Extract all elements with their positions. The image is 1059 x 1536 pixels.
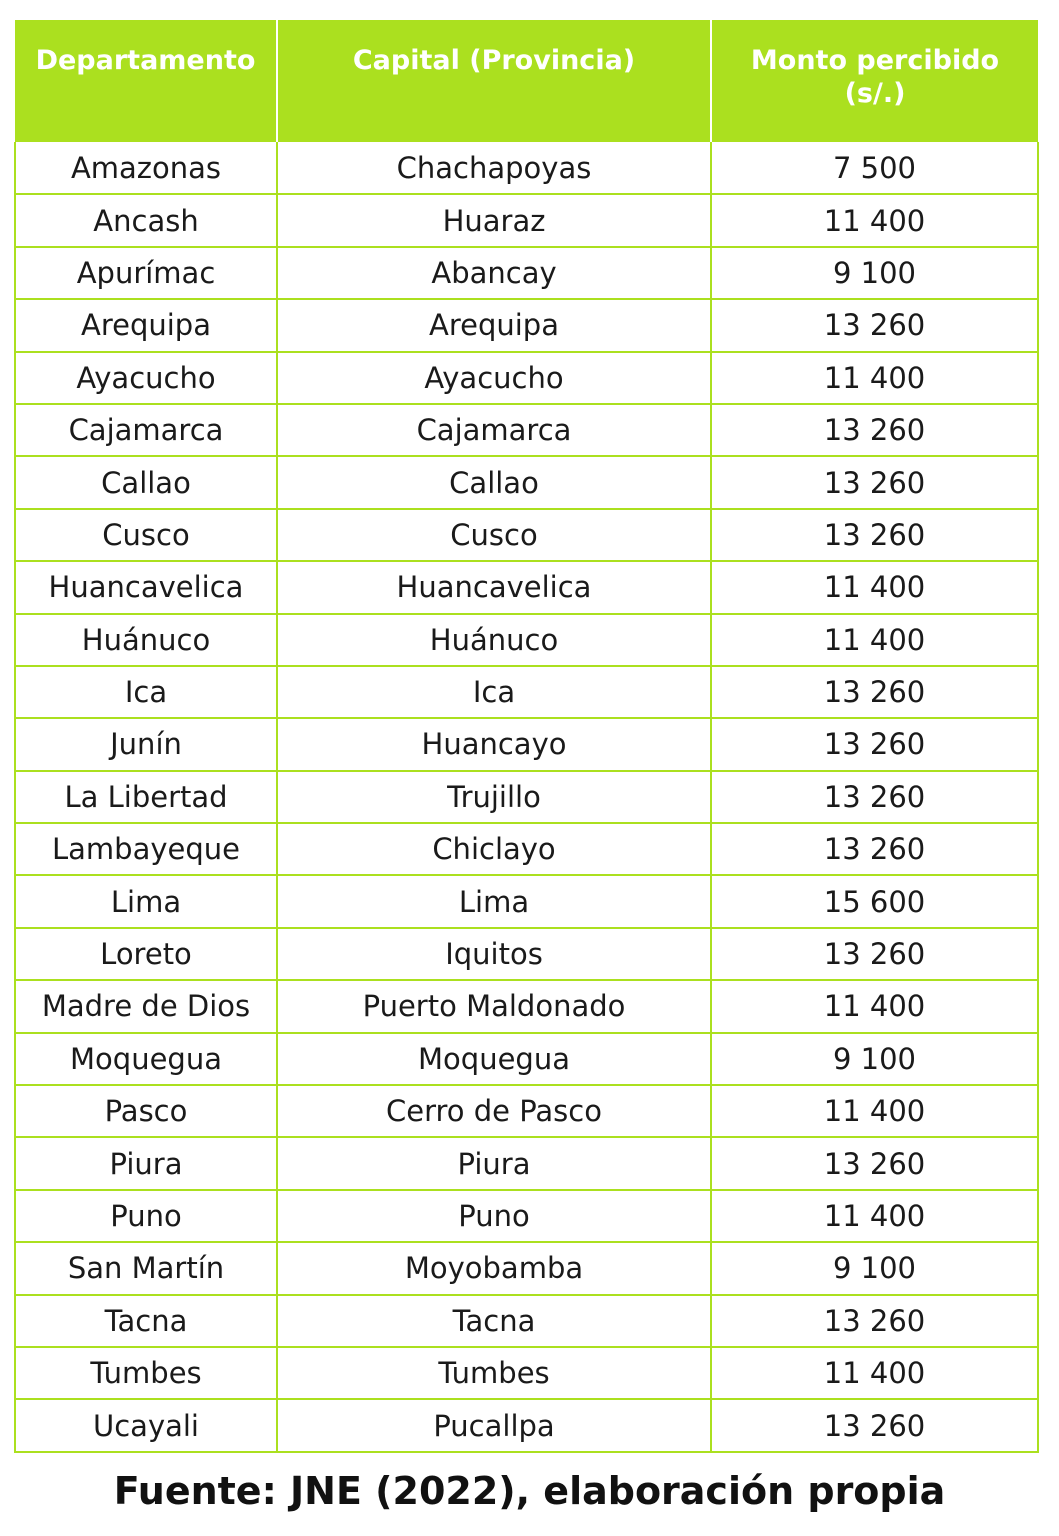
cell-capital: Piura: [277, 1137, 711, 1189]
table-row: [15, 875, 1038, 927]
cell-monto: 9 100: [711, 1242, 1038, 1294]
cell-capital: Huancavelica: [277, 561, 711, 613]
cell-departamento: Ica: [15, 666, 277, 718]
cell-capital: Arequipa: [277, 299, 711, 351]
cell-departamento: Madre de Dios: [15, 980, 277, 1032]
data-table: [14, 20, 1039, 1453]
cell-capital: Cusco: [277, 509, 711, 561]
cell-monto: 13 260: [711, 771, 1038, 823]
cell-capital: Ica: [277, 666, 711, 718]
cell-capital: Moquegua: [277, 1033, 711, 1085]
cell-monto: 13 260: [711, 718, 1038, 770]
table-row: [15, 823, 1038, 875]
table-row: [15, 666, 1038, 718]
table-row: [15, 247, 1038, 299]
source-note: Fuente: JNE (2022), elaboración propia: [113, 1469, 946, 1513]
table-row: [15, 1137, 1038, 1189]
table-row: [15, 509, 1038, 561]
column-header-capital: Capital (Provincia): [277, 20, 711, 142]
table-row: [15, 718, 1038, 770]
cell-departamento: Callao: [15, 456, 277, 508]
cell-monto: 13 260: [711, 1399, 1038, 1451]
cell-capital: Chiclayo: [277, 823, 711, 875]
table-row: [15, 928, 1038, 980]
cell-capital: Callao: [277, 456, 711, 508]
table-header-row: [15, 20, 1038, 142]
table-row: [15, 614, 1038, 666]
cell-departamento: Tumbes: [15, 1347, 277, 1399]
cell-monto: 11 400: [711, 1085, 1038, 1137]
table-row: [15, 404, 1038, 456]
cell-monto: 11 400: [711, 614, 1038, 666]
cell-departamento: Pasco: [15, 1085, 277, 1137]
cell-monto: 11 400: [711, 1190, 1038, 1242]
table-header: [15, 20, 1038, 142]
cell-monto: 15 600: [711, 875, 1038, 927]
cell-capital: Huánuco: [277, 614, 711, 666]
cell-capital: Pucallpa: [277, 1399, 711, 1451]
cell-monto: 13 260: [711, 1137, 1038, 1189]
cell-departamento: Lima: [15, 875, 277, 927]
cell-departamento: Huánuco: [15, 614, 277, 666]
cell-departamento: Apurímac: [15, 247, 277, 299]
cell-capital: Tacna: [277, 1295, 711, 1347]
cell-monto: 11 400: [711, 980, 1038, 1032]
cell-capital: Moyobamba: [277, 1242, 711, 1294]
cell-departamento: Huancavelica: [15, 561, 277, 613]
cell-capital: Puerto Maldonado: [277, 980, 711, 1032]
cell-capital: Tumbes: [277, 1347, 711, 1399]
cell-departamento: Cajamarca: [15, 404, 277, 456]
cell-capital: Lima: [277, 875, 711, 927]
cell-capital: Huancayo: [277, 718, 711, 770]
cell-departamento: Arequipa: [15, 299, 277, 351]
table-row: [15, 980, 1038, 1032]
cell-capital: Huaraz: [277, 194, 711, 246]
table-row: [15, 299, 1038, 351]
cell-monto: 11 400: [711, 561, 1038, 613]
table-row: [15, 194, 1038, 246]
cell-monto: 13 260: [711, 928, 1038, 980]
table-row: [15, 1190, 1038, 1242]
table-row: [15, 561, 1038, 613]
table-body: [15, 142, 1038, 1452]
cell-departamento: Loreto: [15, 928, 277, 980]
cell-capital: Trujillo: [277, 771, 711, 823]
cell-capital: Ayacucho: [277, 352, 711, 404]
cell-capital: Chachapoyas: [277, 142, 711, 194]
cell-monto: 9 100: [711, 247, 1038, 299]
table-row: [15, 1399, 1038, 1451]
cell-capital: Cajamarca: [277, 404, 711, 456]
cell-departamento: Ucayali: [15, 1399, 277, 1451]
table-row: [15, 1242, 1038, 1294]
table-row: [15, 1033, 1038, 1085]
cell-monto: 9 100: [711, 1033, 1038, 1085]
cell-departamento: Amazonas: [15, 142, 277, 194]
table-row: [15, 771, 1038, 823]
cell-departamento: La Libertad: [15, 771, 277, 823]
cell-departamento: Puno: [15, 1190, 277, 1242]
cell-monto: 7 500: [711, 142, 1038, 194]
cell-capital: Puno: [277, 1190, 711, 1242]
cell-departamento: Ancash: [15, 194, 277, 246]
table-row: [15, 352, 1038, 404]
cell-departamento: Piura: [15, 1137, 277, 1189]
cell-departamento: Lambayeque: [15, 823, 277, 875]
data-table-container: [14, 20, 1037, 1453]
cell-monto: 13 260: [711, 299, 1038, 351]
cell-departamento: Tacna: [15, 1295, 277, 1347]
cell-capital: Iquitos: [277, 928, 711, 980]
cell-monto: 13 260: [711, 404, 1038, 456]
table-row: [15, 1295, 1038, 1347]
cell-monto: 11 400: [711, 1347, 1038, 1399]
cell-departamento: Moquegua: [15, 1033, 277, 1085]
cell-monto: 13 260: [711, 1295, 1038, 1347]
cell-capital: Abancay: [277, 247, 711, 299]
table-row: [15, 456, 1038, 508]
cell-departamento: San Martín: [15, 1242, 277, 1294]
table-row: [15, 1085, 1038, 1137]
cell-departamento: Ayacucho: [15, 352, 277, 404]
table-row: [15, 142, 1038, 194]
column-header-monto: Monto percibido (s/.): [711, 20, 1038, 142]
cell-monto: 13 260: [711, 509, 1038, 561]
cell-monto: 13 260: [711, 823, 1038, 875]
cell-departamento: Junín: [15, 718, 277, 770]
cell-capital: Cerro de Pasco: [277, 1085, 711, 1137]
cell-monto: 13 260: [711, 456, 1038, 508]
cell-monto: 13 260: [711, 666, 1038, 718]
table-row: [15, 1347, 1038, 1399]
column-header-departamento: Departamento: [15, 20, 277, 142]
cell-monto: 11 400: [711, 194, 1038, 246]
cell-monto: 11 400: [711, 352, 1038, 404]
cell-departamento: Cusco: [15, 509, 277, 561]
